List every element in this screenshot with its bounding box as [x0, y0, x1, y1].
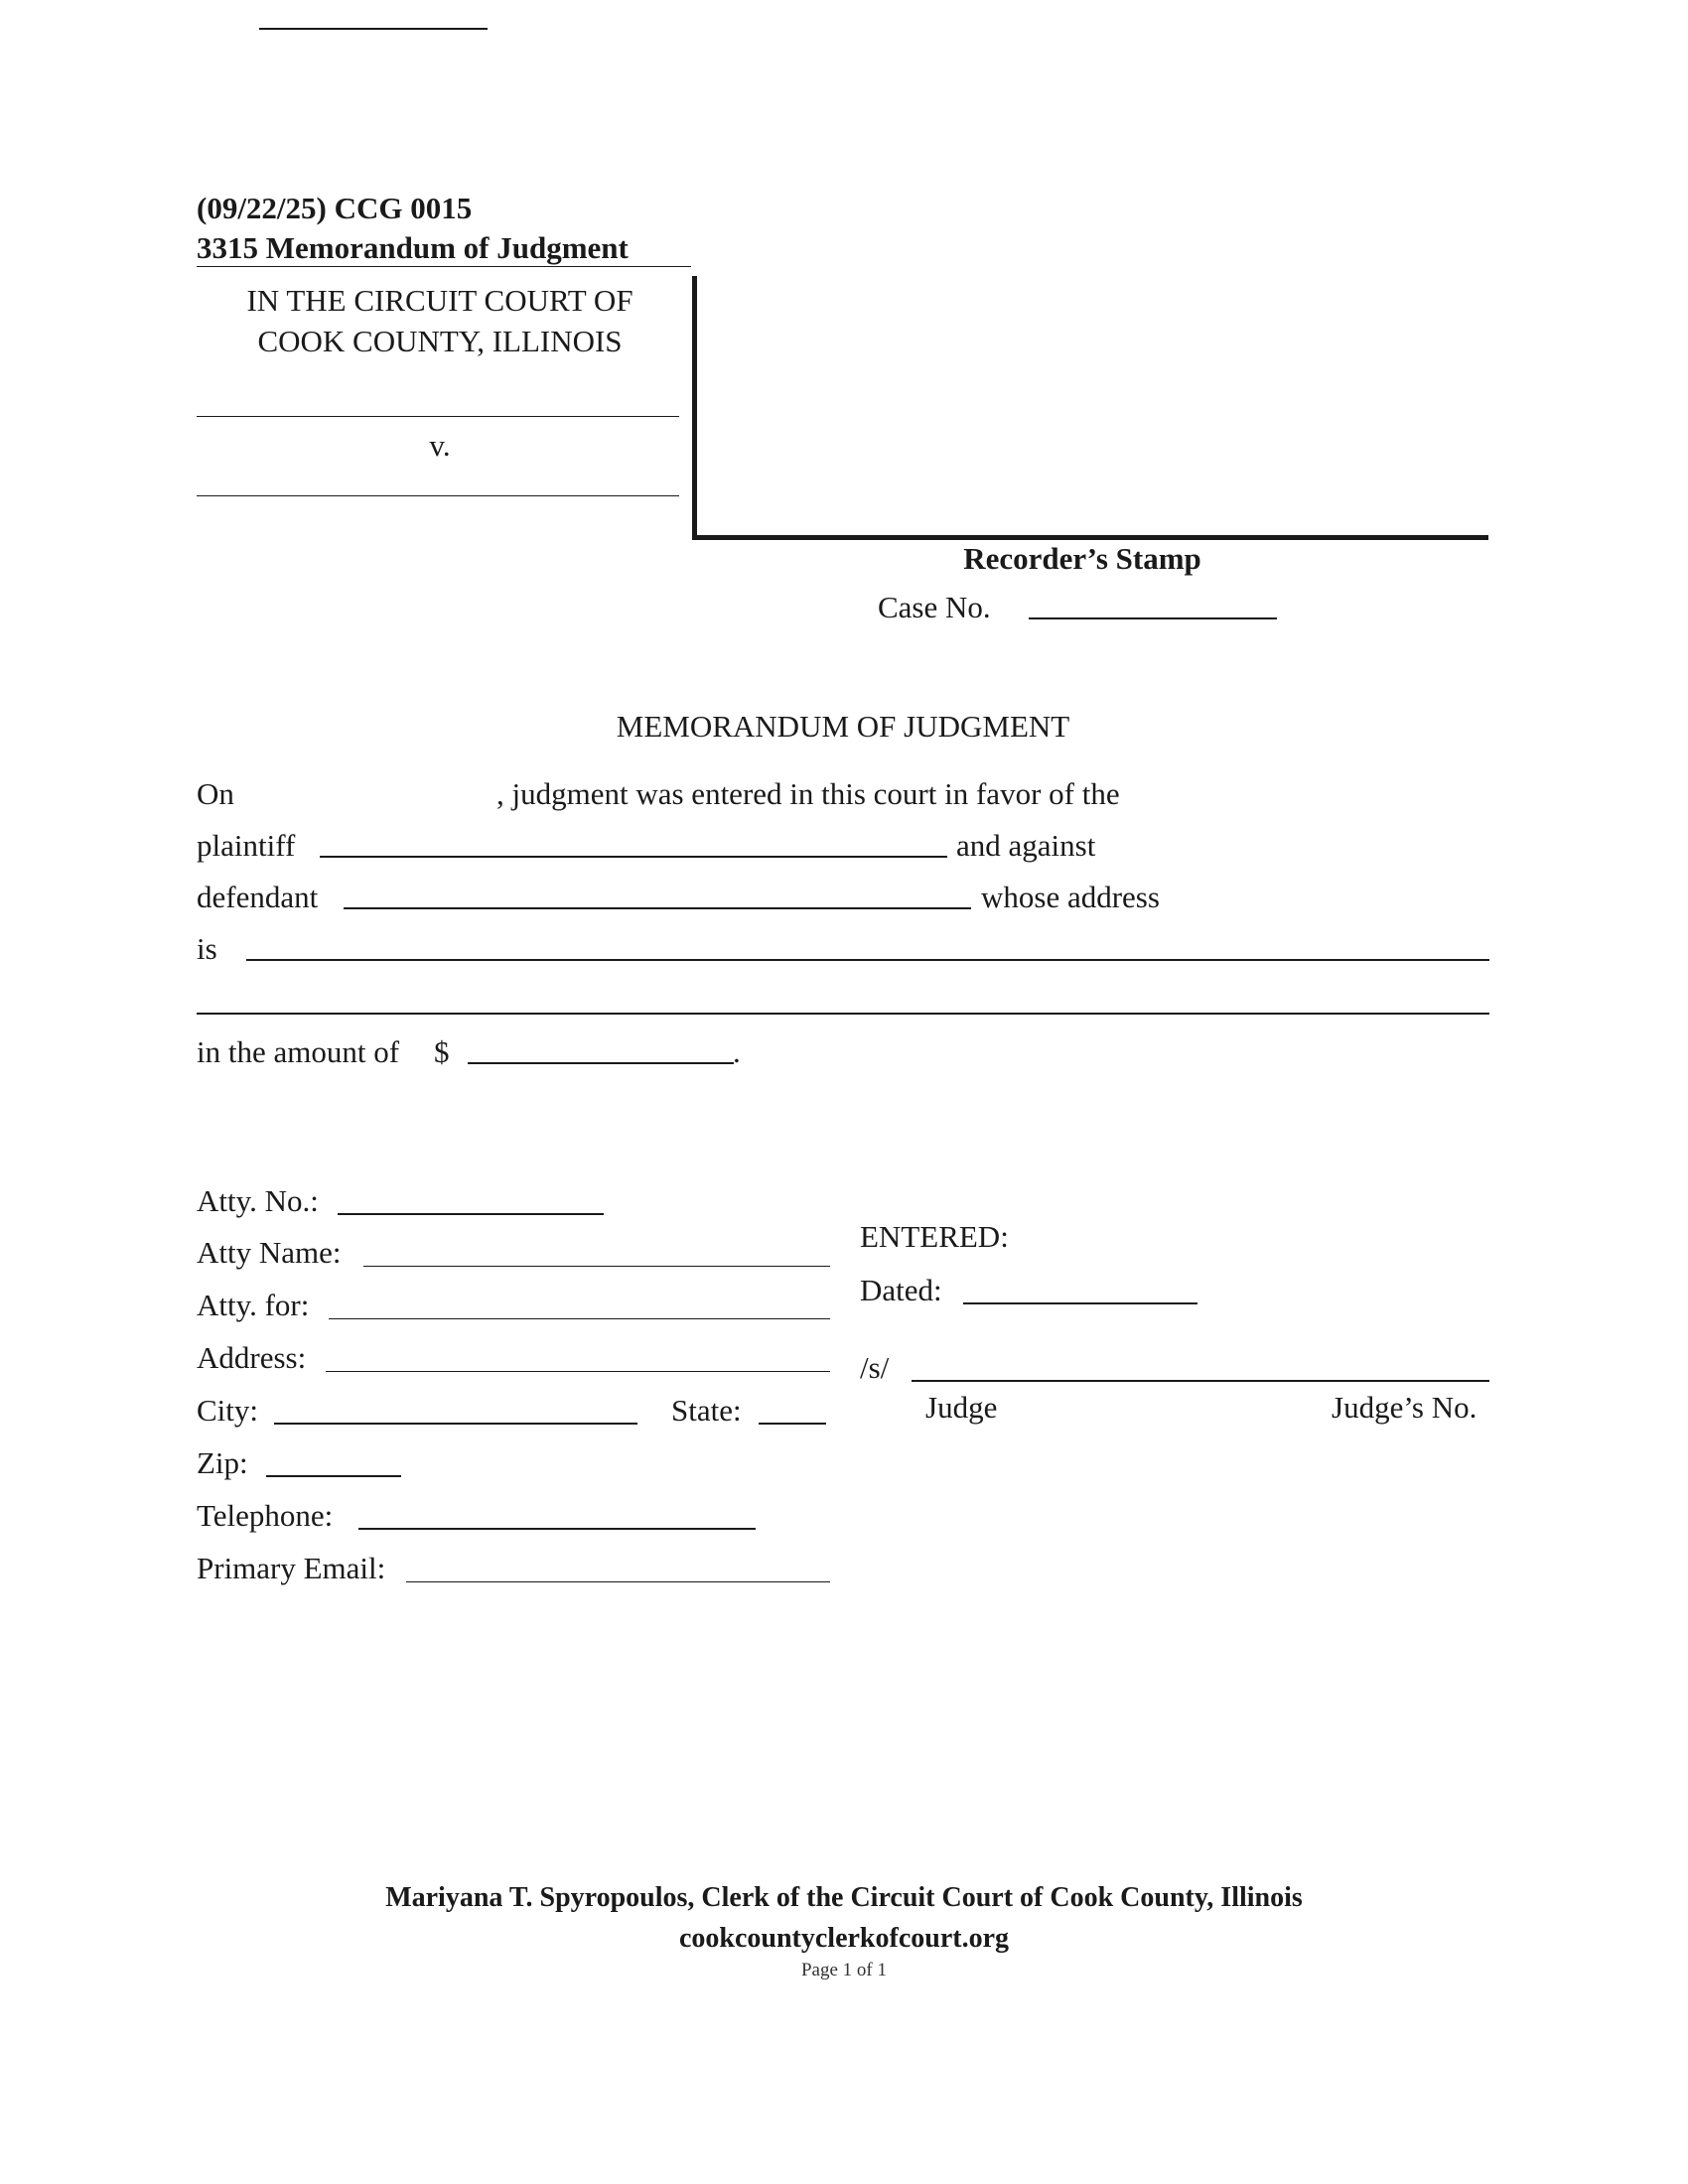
and-against-label: and against	[956, 828, 1096, 863]
dollar-sign: $	[434, 1034, 450, 1069]
primary-email-field[interactable]	[406, 1553, 830, 1582]
case-no-field[interactable]	[1029, 590, 1277, 619]
entered-label: ENTERED:	[860, 1219, 1009, 1254]
versus-label: v.	[429, 428, 451, 463]
form-code: (09/22/25) CCG 0015	[197, 191, 473, 225]
atty-name-label: Atty Name:	[197, 1235, 342, 1270]
form-title: 3315 Memorandum of Judgment	[197, 230, 629, 265]
atty-no-field[interactable]	[338, 1185, 604, 1215]
judge-label: Judge	[925, 1390, 998, 1425]
address-label: Address:	[197, 1340, 307, 1375]
zip-field[interactable]	[266, 1447, 401, 1477]
amount-field[interactable]	[468, 1034, 734, 1064]
judgment-date-field[interactable]	[259, 0, 488, 30]
atty-name-field[interactable]	[363, 1237, 830, 1267]
judgment-entered-text: , judgment was entered in this court in favor of the	[496, 776, 1120, 811]
atty-for-field[interactable]	[329, 1290, 830, 1319]
judge-signature-field[interactable]	[912, 1352, 1489, 1382]
city-label: City:	[197, 1393, 259, 1428]
telephone-label: Telephone:	[197, 1498, 334, 1533]
defendant-label: defendant	[197, 880, 319, 914]
footer-clerk-line: Mariyana T. Spyropoulos, Clerk of the Circuit Court of Cook County, Illinois	[385, 1882, 1303, 1913]
telephone-field[interactable]	[358, 1500, 756, 1530]
primary-email-label: Primary Email:	[197, 1551, 386, 1585]
plaintiff-caption-field[interactable]	[197, 387, 679, 417]
amount-period: .	[733, 1034, 741, 1069]
defendant-address-field-2[interactable]	[197, 985, 1489, 1015]
page-number: Page 1 of 1	[800, 1960, 887, 1980]
defendant-name-field[interactable]	[344, 880, 971, 909]
stamp-box-left-border	[692, 276, 697, 540]
city-field[interactable]	[274, 1395, 637, 1425]
atty-no-label: Atty. No.:	[197, 1183, 319, 1218]
address-field[interactable]	[326, 1342, 830, 1372]
judge-no-label: Judge’s No.	[1332, 1390, 1477, 1425]
state-label: State:	[671, 1393, 742, 1428]
zip-label: Zip:	[197, 1445, 248, 1480]
plaintiff-name-field[interactable]	[320, 828, 947, 858]
whose-address-label: whose address	[981, 880, 1160, 914]
on-label: On	[197, 776, 234, 811]
atty-for-label: Atty. for:	[197, 1288, 310, 1322]
is-label: is	[197, 931, 217, 966]
defendant-caption-field[interactable]	[197, 467, 679, 496]
state-field[interactable]	[759, 1395, 826, 1425]
case-no-label: Case No.	[878, 590, 991, 624]
stamp-box-bottom-border	[692, 535, 1488, 540]
document-title: MEMORANDUM OF JUDGMENT	[616, 709, 1070, 744]
recorders-stamp-label: Recorder’s Stamp	[963, 541, 1201, 576]
amount-label: in the amount of	[197, 1034, 400, 1069]
footer-website: cookcountyclerkofcourt.org	[678, 1923, 1010, 1954]
signature-prefix: /s/	[860, 1350, 890, 1385]
dated-field[interactable]	[963, 1275, 1197, 1304]
court-name-line2: COOK COUNTY, ILLINOIS	[257, 324, 623, 358]
court-name-line1: IN THE CIRCUIT COURT OF	[246, 283, 633, 318]
dated-label: Dated:	[860, 1273, 942, 1307]
header-rule	[197, 266, 691, 267]
plaintiff-label: plaintiff	[197, 828, 296, 863]
defendant-address-field[interactable]	[246, 931, 1489, 961]
